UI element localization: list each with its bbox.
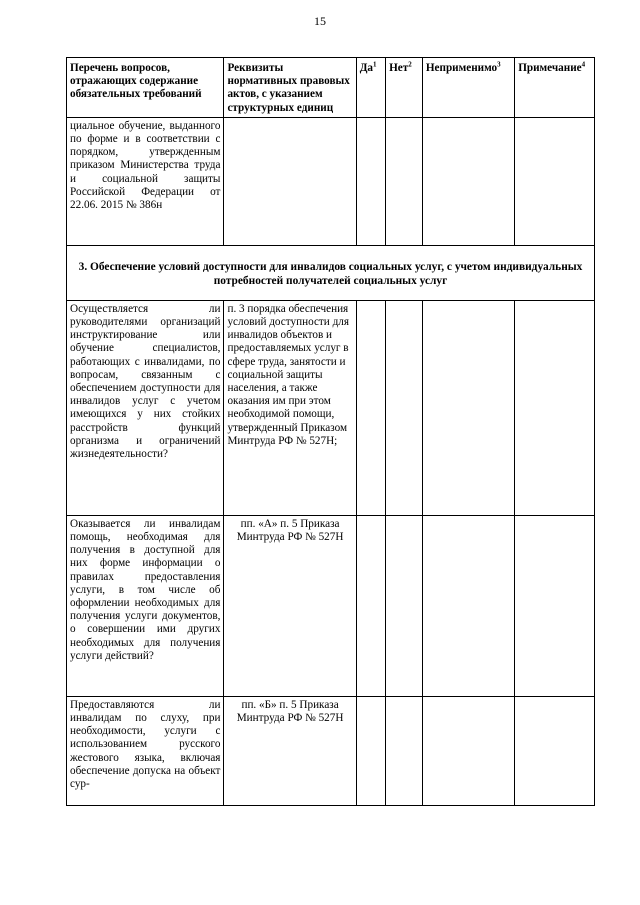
no-cell (386, 300, 423, 515)
table-header-row (67, 58, 595, 118)
note-cell (515, 515, 595, 696)
header-not-applicable (422, 58, 514, 118)
requisites-cell: пп. «А» п. 5 Приказа Минтруда РФ № 527Н (224, 515, 356, 696)
yes-cell (356, 117, 385, 245)
no-cell (386, 696, 423, 805)
header-na-label: Неприменимо (425, 62, 498, 74)
not-applicable-cell (422, 117, 514, 245)
question-cell: Оказывается ли инвалидам помощь, необходимая для получения в доступной для них форме информации о правилах предоставления услуги, в том числе об оформлении необходимых для получения услуги документов, о совершении ими других необходимых для получения услуги действий? (67, 515, 224, 696)
header-note (515, 58, 595, 118)
requirements-table (66, 57, 595, 806)
header-yes-label: Да (359, 62, 373, 74)
table-row (67, 515, 595, 696)
yes-cell (356, 696, 385, 805)
header-note-label: Примечание (518, 62, 582, 74)
requisites-cell (224, 117, 356, 245)
question-cell: циальное обучение, выданного по форме и в соответствии с порядком, утвержденным приказом Министерства труда и социальной защиты Российской Федерации от 22.06. 2015 № 386н (67, 117, 224, 245)
header-requisites: Реквизиты нормативных правовых актов, с указанием структурных единиц (224, 58, 356, 118)
no-cell (386, 515, 423, 696)
not-applicable-cell (422, 300, 514, 515)
question-cell: Осуществляется ли руководителями организаций инструктирование или обучение специалистов, работающих с инвалидами, по вопросам, связанным с обеспечением доступности для инвалидов услуг с учетом имеющихся у них стойких расстройств функций организма и ограничений жизнедеятельности? (67, 300, 224, 515)
footnote-3: 3 (497, 60, 501, 69)
header-no-label: Нет (389, 62, 409, 74)
yes-cell (356, 515, 385, 696)
table-row (67, 117, 595, 245)
note-cell (515, 696, 595, 805)
note-cell (515, 117, 595, 245)
section-header-row (67, 245, 595, 300)
footnote-2: 2 (408, 60, 412, 69)
header-yes (356, 58, 385, 118)
question-cell: Предоставляются ли инвалидам по слуху, при необходимости, услуги с использованием русского жестового языка, включая обеспечение допуска на объект сур- (67, 696, 224, 805)
page-number: 15 (314, 14, 326, 28)
section-3-title: 3. Обеспечение условий доступности для инвалидов социальных услуг, с учетом индивидуальных потребностей получателей социальных услуг (67, 245, 595, 300)
footnote-4: 4 (581, 60, 586, 69)
requisites-cell: п. 3 порядка обеспечения условий доступности для инвалидов объектов и предоставляемых услуг в сфере труда, занятости и социальной защиты населения, а также оказания им при этом необходимой помощи, утвержденный Приказом Минтруда РФ № 527Н; (224, 300, 356, 515)
not-applicable-cell (422, 696, 514, 805)
table-row (67, 696, 595, 805)
table-row (67, 300, 595, 515)
no-cell (386, 117, 423, 245)
yes-cell (356, 300, 385, 515)
footnote-1: 1 (373, 60, 377, 69)
header-no (386, 58, 423, 118)
header-questions: Перечень вопросов, отражающих содержание обязательных требований (67, 58, 224, 118)
requisites-cell: пп. «Б» п. 5 Приказа Минтруда РФ № 527Н (224, 696, 356, 805)
not-applicable-cell (422, 515, 514, 696)
note-cell (515, 300, 595, 515)
